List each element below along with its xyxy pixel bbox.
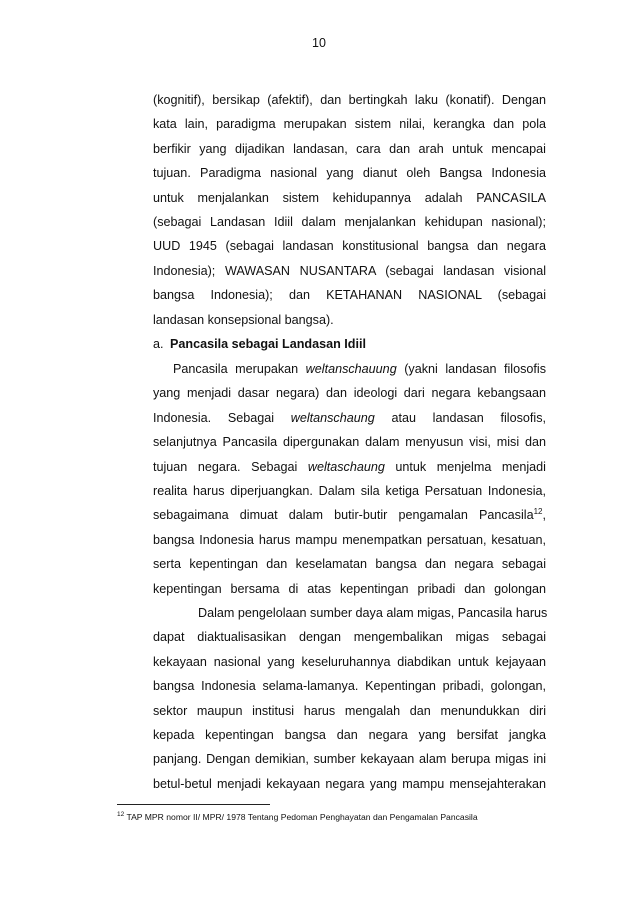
- emphasis-term: weltanschaung: [290, 410, 375, 425]
- text-line: UUD 1945 (sebagai landasan konstitusional bangsa dan negara: [153, 239, 546, 254]
- footnote-reference[interactable]: 12: [533, 507, 543, 517]
- footnote: [117, 812, 478, 822]
- text-line: Indonesia. Sebagai weltanschaung atau landasan filosofis,: [153, 410, 546, 425]
- text-line: Indonesia); WAWASAN NUSANTARA (sebagai landasan visional: [153, 263, 546, 278]
- text-line: realita harus diperjuangkan. Dalam sila ketiga Persatuan Indonesia,: [153, 483, 546, 498]
- text-line: Pancasila merupakan weltanschauung (yakni landasan filosofis: [173, 362, 546, 376]
- text-line: sebagaimana dimuat dalam butir-butir pengamalan Pancasila$^{12}$,: [153, 507, 546, 523]
- text-line: landasan konsepsional bangsa).: [153, 312, 334, 327]
- text-line: yang menjadi dasar negara) dan ideologi dari negara kebangsaan: [153, 386, 546, 401]
- text-line: bangsa Indonesia harus mampu menempatkan persatuan, kesatuan,: [153, 532, 546, 547]
- footnote-divider: [117, 804, 270, 805]
- section-marker: a.: [153, 337, 164, 351]
- text-line: (kognitif), bersikap (afektif), dan bertingkah laku (konatif). Dengan: [153, 93, 546, 107]
- section-heading: [153, 332, 366, 356]
- text-line: untuk menjalankan sistem kehidupannya adalah PANCASILA: [153, 190, 546, 205]
- text-line: Dalam pengelolaan sumber daya alam migas, Pancasila harus: [198, 606, 548, 620]
- text-line: (sebagai Landasan Idiil dalam menjalankan kehidupan nasional);: [153, 214, 546, 229]
- text-line: tujuan. Paradigma nasional yang dianut oleh Bangsa Indonesia: [153, 166, 546, 181]
- text-line: berfikir yang dijadikan landasan, cara dan arah untuk mencapai: [153, 141, 546, 156]
- section-title: Pancasila sebagai Landasan Idiil: [170, 337, 366, 351]
- emphasis-term: weltaschaung: [307, 459, 385, 474]
- text-line: sektor maupun institusi harus mengalah dan menundukkan diri: [153, 703, 546, 718]
- text-line: kekayaan nasional yang keseluruhannya diabdikan untuk kejayaan: [153, 654, 546, 669]
- page-number: 10: [312, 36, 326, 50]
- text-line: tujuan negara. Sebagai weltaschaung untuk menjelma menjadi: [153, 459, 546, 474]
- text-line: kepada kepentingan bangsa dan negara yang bersifat jangka: [153, 727, 546, 742]
- text-line: bangsa Indonesia selama-lamanya. Kepentingan pribadi, golongan,: [153, 679, 546, 694]
- emphasis-term: weltanschauung: [305, 362, 397, 376]
- text-line: panjang. Dengan demikian, sumber kekayaan alam berupa migas ini: [153, 752, 546, 767]
- footnote-marker: 12: [117, 811, 125, 819]
- text-line: dapat diaktualisasikan dengan mengembalikan migas sebagai: [153, 630, 546, 645]
- intro-paragraph: [153, 88, 546, 332]
- section-a-paragraph-1: [153, 357, 546, 601]
- text-line: kepentingan bersama di atas kepentingan pribadi dan golongan: [153, 581, 546, 596]
- text-line: betul-betul menjadi kekayaan negara yang mampu mensejahterakan: [153, 776, 546, 791]
- text-line: kata lain, paradigma merupakan sistem nilai, kerangka dan pola: [153, 117, 546, 132]
- text-line: serta kepentingan dan keselamatan bangsa dan negara sebagai: [153, 557, 546, 572]
- footnote-text: TAP MPR nomor II/ MPR/ 1978 Tentang Pedoman Penghayatan dan Pengamalan Pancasila: [124, 812, 478, 822]
- section-a-paragraph-2: [153, 601, 546, 796]
- text-line: bangsa Indonesia); dan KETAHANAN NASIONAL (sebagai: [153, 288, 546, 303]
- text-line: selanjutnya Pancasila dipergunakan dalam menyusun visi, misi dan: [153, 435, 546, 450]
